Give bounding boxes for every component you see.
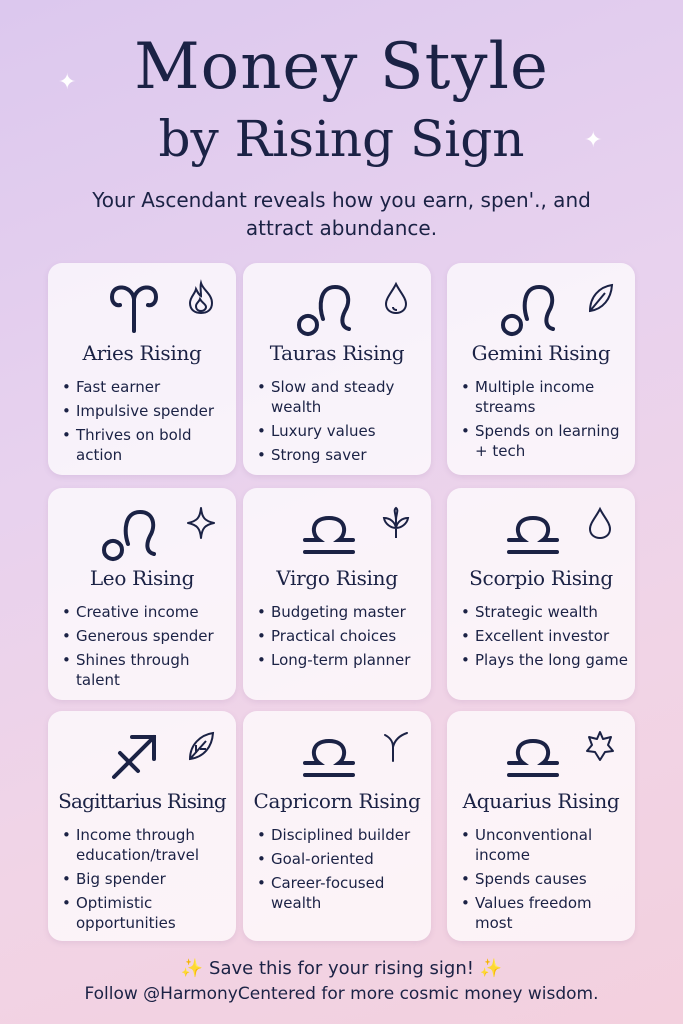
list-item: • Optimistic opportunities — [62, 893, 232, 933]
page-title: Money Style — [134, 30, 549, 104]
trait-list — [62, 825, 232, 937]
sparkle-icon — [186, 506, 216, 540]
card-title: Virgo Rising — [276, 566, 398, 590]
water-drop-icon — [585, 506, 615, 540]
card-virgo — [243, 488, 431, 700]
card-aries — [48, 263, 236, 475]
star-outline-icon — [585, 729, 615, 763]
sparkle-icon: ✨ — [180, 958, 204, 979]
footer-save-text: Save this for your rising sign! — [209, 958, 474, 979]
list-item: • Long-term planner — [257, 650, 427, 670]
list-item: • Thrives on bold action — [62, 425, 232, 465]
libra-glyph-icon — [505, 504, 561, 560]
list-item: • Shines through talent — [62, 650, 232, 690]
card-aquarius — [447, 711, 635, 941]
card-title: Capricorn Rising — [253, 789, 421, 813]
list-item: • Luxury values — [257, 421, 427, 441]
footer-save-line — [0, 958, 683, 979]
subtitle: Your Ascendant reveals how you earn, spen'., and attract abundance. — [92, 188, 591, 240]
card-leo — [48, 488, 236, 700]
trait-list — [461, 602, 631, 674]
sprout-icon — [381, 506, 411, 540]
list-item: • Fast earner — [62, 377, 232, 397]
list-item: • Goal-oriented — [257, 849, 427, 869]
libra-glyph-icon — [505, 727, 561, 783]
list-item: • Strong saver — [257, 445, 427, 465]
list-item: • Strategic wealth — [461, 602, 631, 622]
list-item: • Career-focused wealth — [257, 873, 427, 913]
list-item: • Spends causes — [461, 869, 631, 889]
trait-list — [461, 377, 631, 465]
list-item: • Slow and steady wealth — [257, 377, 427, 417]
page-title-line2: by Rising Sign — [158, 110, 525, 168]
card-capricorn — [243, 711, 431, 941]
leo-glyph-icon — [301, 279, 357, 335]
trait-list — [461, 825, 631, 937]
trait-list — [62, 602, 232, 694]
sagittarius-glyph-icon — [106, 727, 162, 783]
card-gemini — [447, 263, 635, 475]
leo-glyph-icon — [505, 279, 561, 335]
trait-list — [62, 377, 232, 469]
list-item: • Multiple income streams — [461, 377, 631, 417]
card-sagittarius — [48, 711, 236, 941]
card-title: Tauras Rising — [269, 341, 405, 365]
list-item: • Unconventional income — [461, 825, 631, 865]
card-title: Aries Rising — [82, 341, 202, 365]
leaf-icon — [186, 729, 216, 763]
list-item: • Values freedom most — [461, 893, 631, 933]
list-item: • Generous spender — [62, 626, 232, 646]
footer-follow-text: Follow @HarmonyCentered for more cosmic money wisdom. — [84, 984, 599, 1004]
list-item: • Disciplined builder — [257, 825, 427, 845]
list-item: • Budgeting master — [257, 602, 427, 622]
sparkle-icon: ✦ — [58, 70, 77, 95]
list-item: • Plays the long game — [461, 650, 631, 670]
card-title: Gemini Rising — [471, 341, 611, 365]
leo-glyph-icon — [106, 504, 162, 560]
list-item: • Spends on learning + tech — [461, 421, 631, 461]
list-item: • Income through education/travel — [62, 825, 232, 865]
sprout-icon — [381, 729, 411, 763]
card-title: Sagittarius Rising — [58, 789, 226, 813]
libra-glyph-icon — [301, 727, 357, 783]
list-item: • Excellent investor — [461, 626, 631, 646]
list-item: • Practical choices — [257, 626, 427, 646]
leaf-icon — [585, 281, 615, 315]
aries-glyph-icon — [106, 279, 162, 335]
card-title: Scorpio Rising — [469, 566, 613, 590]
list-item: • Creative income — [62, 602, 232, 622]
fire-icon — [186, 281, 216, 315]
libra-glyph-icon — [301, 504, 357, 560]
water-drop-icon — [381, 281, 411, 315]
sparkle-icon: ✦ — [584, 128, 603, 153]
trait-list — [257, 602, 427, 674]
trait-list — [257, 377, 427, 469]
card-title: Leo Rising — [89, 566, 195, 590]
card-title: Aquarius Rising — [462, 789, 620, 813]
card-tauras — [243, 263, 431, 475]
list-item: • Impulsive spender — [62, 401, 232, 421]
trait-list — [257, 825, 427, 917]
sparkle-icon: ✨ — [479, 958, 503, 979]
list-item: • Big spender — [62, 869, 232, 889]
card-scorpio — [447, 488, 635, 700]
